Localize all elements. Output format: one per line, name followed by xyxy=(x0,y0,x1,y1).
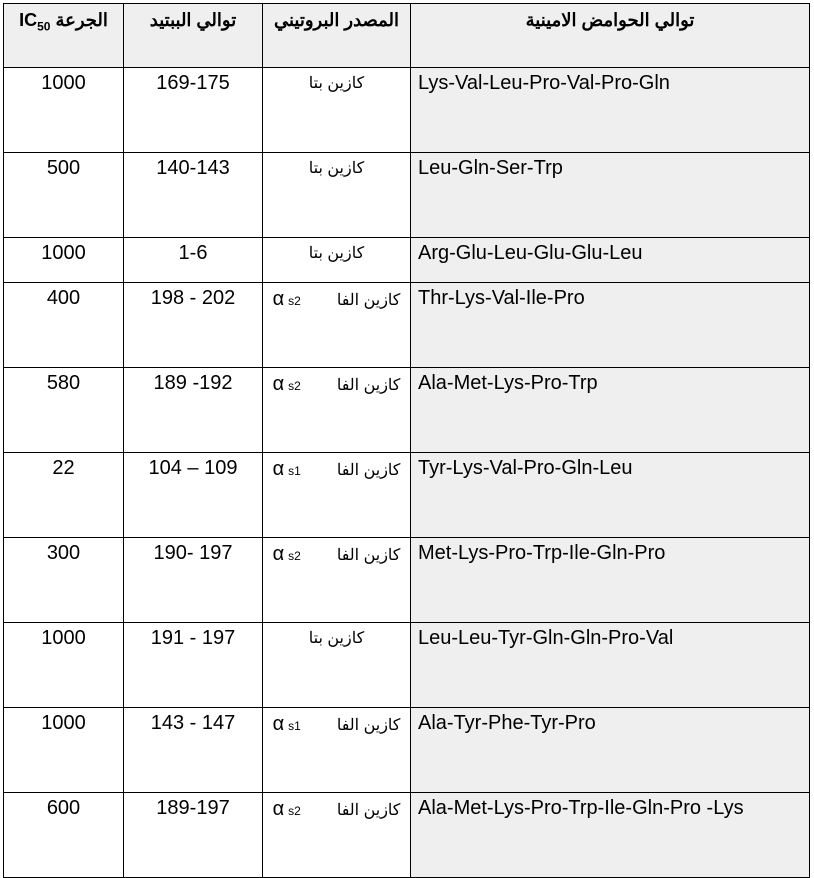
source-greek-sub: s1 xyxy=(288,719,301,733)
dose-cell: 580 xyxy=(4,368,124,453)
source-greek xyxy=(273,373,301,396)
source-greek-letter: α xyxy=(272,543,285,565)
sequence-cell: Met-Lys-Pro-Trp-Ile-Gln-Pro xyxy=(411,538,810,623)
dose-cell: 1000 xyxy=(4,238,124,283)
dose-cell: 500 xyxy=(4,153,124,238)
table-row xyxy=(4,283,810,368)
header-sequence: توالي الحوامض الامينية xyxy=(411,4,810,68)
sequence-cell: Lys-Val-Leu-Pro-Val-Pro-Gln xyxy=(411,68,810,153)
header-row xyxy=(4,4,810,68)
source-cell xyxy=(263,708,411,793)
table-row xyxy=(4,453,810,538)
source-greek-sub: s2 xyxy=(288,379,301,393)
dose-cell: 300 xyxy=(4,538,124,623)
source-greek-sub: s1 xyxy=(288,464,301,478)
source-cell xyxy=(263,793,411,878)
source-name: كازين الفا xyxy=(336,462,401,479)
sequence-cell: Ala-Met-Lys-Pro-Trp-Ile-Gln-Pro -Lys xyxy=(411,793,810,878)
table-row xyxy=(4,623,810,708)
source-greek-letter: α xyxy=(272,798,285,820)
source-greek xyxy=(273,798,301,821)
table-row xyxy=(4,793,810,878)
header-dose-ic: IC xyxy=(19,10,38,30)
position-cell: 169-175 xyxy=(124,68,263,153)
peptide-table xyxy=(3,3,810,878)
position-cell: 198 - 202 xyxy=(124,283,263,368)
source-cell xyxy=(263,238,411,283)
position-cell: 143 - 147 xyxy=(124,708,263,793)
sequence-cell: Ala-Tyr-Phe-Tyr-Pro xyxy=(411,708,810,793)
position-cell: 191 - 197 xyxy=(124,623,263,708)
source-greek-letter: α xyxy=(272,713,285,735)
sequence-cell: Tyr-Lys-Val-Pro-Gln-Leu xyxy=(411,453,810,538)
source-greek-letter: α xyxy=(272,373,285,395)
source-name: كازين بتا xyxy=(308,245,365,262)
source-name: كازين بتا xyxy=(308,75,365,92)
table-row xyxy=(4,68,810,153)
source-name: كازين بتا xyxy=(308,160,365,177)
header-position: توالي الببتيد xyxy=(124,4,263,68)
sequence-cell: Thr-Lys-Val-Ile-Pro xyxy=(411,283,810,368)
source-name: كازين الفا xyxy=(336,802,401,819)
source-greek xyxy=(273,543,301,566)
dose-cell: 1000 xyxy=(4,623,124,708)
source-greek-sub: s2 xyxy=(288,804,301,818)
position-cell: 104 – 109 xyxy=(124,453,263,538)
dose-cell: 1000 xyxy=(4,68,124,153)
dose-cell: 400 xyxy=(4,283,124,368)
source-name: كازين بتا xyxy=(308,630,365,647)
position-cell: 189 -192 xyxy=(124,368,263,453)
header-dose-prefix: الجرعة xyxy=(55,10,108,30)
header-source: المصدر البروتيني xyxy=(263,4,411,68)
sequence-cell: Leu-Gln-Ser-Trp xyxy=(411,153,810,238)
source-name: كازين الفا xyxy=(336,377,401,394)
position-cell: 1-6 xyxy=(124,238,263,283)
source-greek xyxy=(273,288,301,311)
source-cell xyxy=(263,623,411,708)
dose-cell: 600 xyxy=(4,793,124,878)
sequence-cell: Arg-Glu-Leu-Glu-Glu-Leu xyxy=(411,238,810,283)
table-row xyxy=(4,238,810,283)
dose-cell: 22 xyxy=(4,453,124,538)
sequence-cell: Ala-Met-Lys-Pro-Trp xyxy=(411,368,810,453)
source-name: كازين الفا xyxy=(336,292,401,309)
table-row xyxy=(4,368,810,453)
table-row xyxy=(4,538,810,623)
source-cell xyxy=(263,538,411,623)
source-cell xyxy=(263,153,411,238)
source-name: كازين الفا xyxy=(336,717,401,734)
table-row xyxy=(4,153,810,238)
sequence-cell: Leu-Leu-Tyr-Gln-Gln-Pro-Val xyxy=(411,623,810,708)
header-dose-ic50 xyxy=(19,10,51,34)
header-dose xyxy=(4,4,124,68)
position-cell: 140-143 xyxy=(124,153,263,238)
source-cell xyxy=(263,68,411,153)
source-cell xyxy=(263,368,411,453)
position-cell: 189-197 xyxy=(124,793,263,878)
source-greek-sub: s2 xyxy=(288,294,301,308)
position-cell: 190- 197 xyxy=(124,538,263,623)
source-greek xyxy=(273,713,301,736)
source-cell xyxy=(263,283,411,368)
source-name: كازين الفا xyxy=(336,547,401,564)
header-dose-sub: 50 xyxy=(37,19,51,34)
source-cell xyxy=(263,453,411,538)
table-row xyxy=(4,708,810,793)
source-greek xyxy=(273,458,301,481)
source-greek-sub: s2 xyxy=(288,549,301,563)
dose-cell: 1000 xyxy=(4,708,124,793)
source-greek-letter: α xyxy=(272,288,285,310)
source-greek-letter: α xyxy=(272,458,285,480)
